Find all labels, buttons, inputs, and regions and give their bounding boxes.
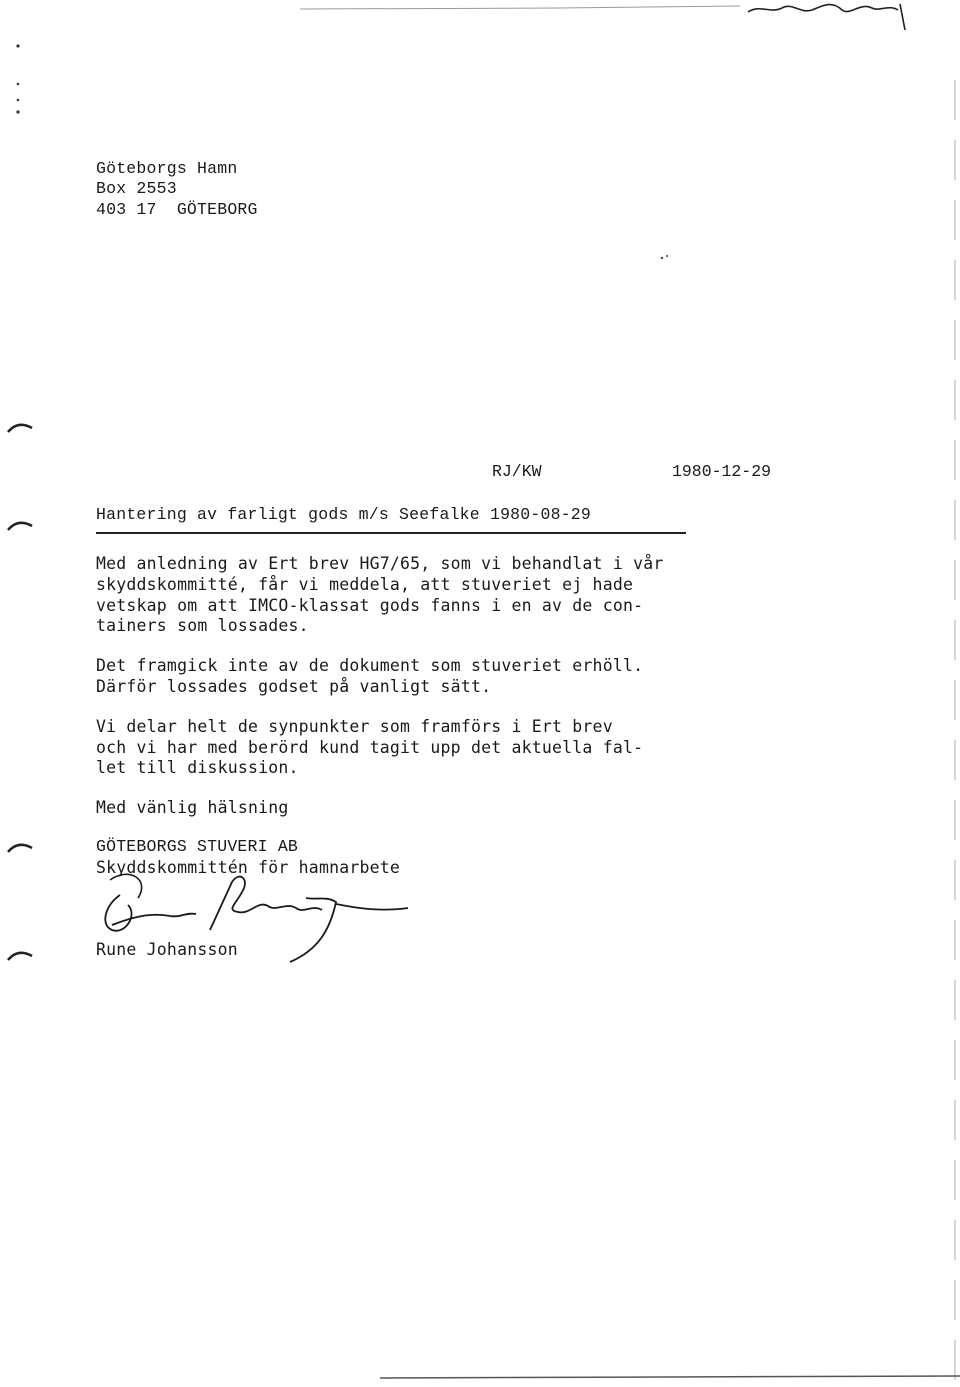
letter-date: 1980-12-29 (672, 462, 772, 481)
paragraph3-line3: let till diskussion. (96, 758, 299, 777)
reference-code: RJ/KW (492, 462, 542, 481)
subject-line: Hantering av farligt gods m/s Seefalke 1980-08-29 (96, 505, 591, 524)
recipient-box: Box 2553 (96, 179, 177, 198)
company-name: GÖTEBORGS STUVERI AB (96, 837, 299, 856)
dot-3 (17, 99, 20, 102)
department-name: Skyddskommittén för hamnarbete (96, 858, 401, 877)
paragraph1-line1: Med anledning av Ert brev HG7/65, som vi behandlat i vår (96, 554, 664, 573)
dot-5 (661, 257, 663, 259)
margin-mark-2 (8, 523, 32, 530)
dot-6 (666, 255, 668, 257)
paragraph3-line1: Vi delar helt de synpunkter som framförs i Ert brev (96, 717, 613, 736)
paragraph3-line2: och vi har med berörd kund tagit upp det aktuella fal- (96, 738, 644, 757)
dot-2 (17, 83, 20, 86)
margin-mark-3 (8, 845, 32, 852)
bottom-edge-line (380, 1376, 960, 1378)
top-scribble (300, 6, 740, 9)
subject-underline (96, 532, 686, 534)
margin-mark-4 (8, 953, 32, 960)
recipient-name: Göteborgs Hamn (96, 159, 238, 178)
recipient-city: 403 17 GÖTEBORG (96, 200, 258, 219)
paragraph1-line2: skyddskommitté, får vi meddela, att stuveriet ej hade (96, 575, 634, 594)
dot-1 (16, 44, 19, 47)
paragraph1-line3: vetskap om att IMCO-klassat gods fanns i en av de con- (96, 596, 644, 615)
margin-mark-1 (8, 425, 32, 432)
paragraph2-line1: Det framgick inte av de dokument som stuveriet erhöll. (96, 656, 644, 675)
closing-salutation: Med vänlig hälsning (96, 798, 289, 817)
dot-4 (16, 110, 19, 113)
paragraph2-line2: Därför lossades godset på vanligt sätt. (96, 677, 492, 696)
paragraph1-line4: tainers som lossades. (96, 616, 309, 635)
signatory-name: Rune Johansson (96, 940, 238, 959)
top-handwriting (748, 4, 905, 30)
